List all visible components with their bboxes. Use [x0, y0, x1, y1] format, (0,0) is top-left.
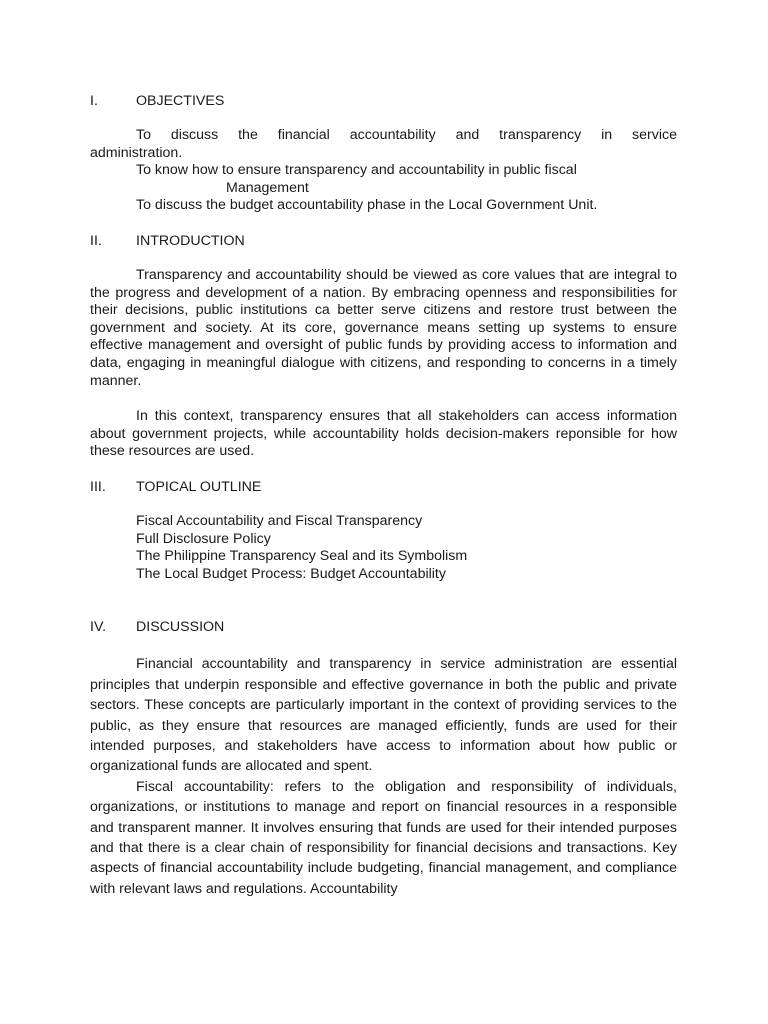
- document-page: [90, 92, 677, 899]
- section-heading-outline: [90, 478, 677, 496]
- outline-item: The Local Budget Process: Budget Accountability: [136, 565, 446, 582]
- introduction-paragraph-2: In this context, transparency ensures that all stakeholders can access information about government projects, while accountability holds decision-makers reponsible for how these resources are used.: [90, 408, 677, 460]
- objective-item-2-line-2: Management: [226, 179, 309, 196]
- section-heading-objectives: [90, 92, 677, 110]
- outline-item: Full Disclosure Policy: [136, 530, 271, 547]
- outline-item: Fiscal Accountability and Fiscal Transparency: [136, 512, 423, 529]
- section-heading-introduction: [90, 232, 677, 250]
- section-number: I.: [90, 93, 98, 109]
- introduction-paragraph-1: Transparency and accountability should be viewed as core values that are integral to the progress and development of a nation. By embracing openness and responsibilities for their decisions, public institutions ca better serve citizens and restore trust between the government and society. At its core, governance means setting up systems to ensure effective management and oversight of public funds by providing access to information and data, engaging in meaningful dialogue with citizens, and responding to concerns in a timely manner.: [90, 266, 677, 389]
- section-title: OBJECTIVES: [136, 93, 225, 109]
- objective-item-1-line-1: To discuss the financial accountability and transparency in service: [136, 127, 677, 143]
- outline-item: The Philippine Transparency Seal and its Symbolism: [136, 548, 468, 565]
- section-title: INTRODUCTION: [136, 232, 245, 249]
- objective-item-1-line-2: administration.: [90, 144, 183, 161]
- section-number: II.: [90, 232, 102, 249]
- objective-item-3: To discuss the budget accountability phase in the Local Government Unit.: [136, 197, 598, 214]
- section-number: IV.: [90, 619, 107, 636]
- section-title: TOPICAL OUTLINE: [136, 478, 262, 495]
- section-number: III.: [90, 478, 106, 495]
- discussion-paragraph-2: Fiscal accountability: refers to the obligation and responsibility of individuals, organizations, or institutions to manage and report on financial resources in a responsible and transparent manner. It involves ensuring that funds are used for their intended purposes and that there is a clear chain of responsibility for financial decisions and transactions. Key aspects of financial accountability include budgeting, financial management, and compliance with relevant laws and regulations. Accountability: [90, 778, 677, 897]
- discussion-paragraph-1: Financial accountability and transparency in service administration are essential principles that underpin responsible and effective governance in both the public and private sectors. These concepts are particularly important in the context of providing services to the public, as they ensure that resources are managed efficiently, funds are used for their intended purposes, and stakeholders have access to information about how public or organizational funds are allocated and spent.: [90, 656, 677, 775]
- section-heading-discussion: [90, 618, 677, 636]
- section-title: DISCUSSION: [136, 619, 225, 636]
- objective-item-2-line-1: To know how to ensure transparency and accountability in public fiscal: [136, 162, 577, 179]
